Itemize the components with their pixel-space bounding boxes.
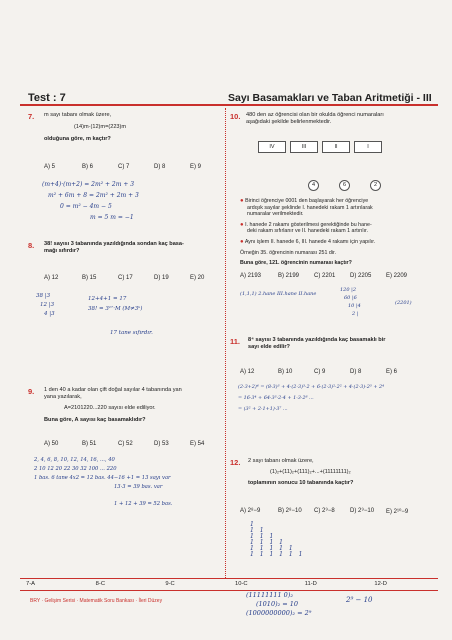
q11-number: 11.	[230, 337, 241, 346]
q10-rule2: deki rakam sıfırlanır ve II. hanedeki rakam 1 artırılır.	[247, 228, 368, 235]
answer-key-item: 7-A	[26, 581, 36, 587]
q7-option-e[interactable]: E) 9	[190, 164, 202, 170]
q9-work-line: 1 + 12 + 39 = 52 bas.	[114, 501, 173, 507]
q8-option-d[interactable]: D) 19	[154, 275, 169, 281]
q11-options	[240, 369, 420, 375]
q8-option-b[interactable]: B) 15	[82, 275, 97, 281]
q10-digit-boxes	[258, 141, 382, 153]
q11-option-c[interactable]: C) 9	[314, 369, 326, 375]
q7-option-c[interactable]: C) 7	[118, 164, 130, 170]
q10-option-e[interactable]: E) 2209	[386, 273, 408, 279]
q11-line1: 8⁴ sayısı 3 tabanında yazıldığında kaç basamaklı bir	[248, 337, 386, 343]
q11-option-d[interactable]: D) 8	[350, 369, 362, 375]
q10-circle-i: 2	[370, 180, 381, 191]
q8-text	[44, 241, 220, 255]
answer-key-item: 10-C	[235, 581, 248, 587]
q12-option-c[interactable]: C) 2⁹−8	[314, 508, 335, 514]
bullet-icon: ●	[240, 221, 244, 228]
q12-option-a[interactable]: A) 2⁸−9	[240, 508, 261, 514]
q11-option-b[interactable]: B) 10	[278, 369, 293, 375]
q9-question: Buna göre, A sayısı kaç basamaklıdır?	[44, 416, 146, 423]
q8-work-line: 12+4+1 = 17	[88, 296, 127, 302]
q8-work-line: 38! = 3¹⁷·M (M≠3ᵏ)	[88, 306, 143, 312]
q7-line1: m sayı tabanı olmak üzere,	[44, 112, 112, 118]
q9-work-line: 2 10 12 20 22 30 32 100 ... 220	[34, 466, 117, 472]
q7-work-line: m² + 6m + 8 = 2m² + 2m + 3	[48, 192, 139, 199]
q12-work-line: (11111111 0)₂	[246, 591, 293, 599]
q7-work-line: 0 = m² − 4m − 5	[60, 203, 112, 210]
q9-option-b[interactable]: B) 51	[82, 441, 97, 447]
q7-work-line: (m+4)·(m+2) = 2m² + 2m + 3	[42, 181, 135, 188]
q11-text	[248, 337, 418, 351]
q10-options	[240, 273, 420, 279]
column-divider	[225, 108, 226, 578]
q9-option-c[interactable]: C) 52	[118, 441, 133, 447]
q10-limit-circles	[308, 180, 381, 191]
test-number: Test : 7	[28, 92, 66, 104]
q10-handwritten-answer: (2201)	[395, 300, 412, 306]
q10-rule1: Birinci öğrenciye 0001 den başlayarak her öğrenciye	[245, 198, 369, 204]
q8-handwritten-conclusion: 17 tane sıfırdır.	[110, 330, 153, 336]
q10-work-line: 2 |	[352, 311, 359, 317]
q10-option-a[interactable]: A) 2193	[240, 273, 262, 279]
header-rule	[20, 104, 438, 106]
q10-circle-ii: 6	[339, 180, 350, 191]
q10-rule2: I. hanede 2 rakamı gösterilmesi gerektiğinde bu hane-	[245, 221, 372, 228]
q10-rules	[240, 198, 400, 267]
q12-handwritten-ones-column: 1 1 1 1 1 1 1 1 1 1 1 1 1 1 1 1 1 1 1 1 1	[250, 521, 305, 558]
q11-option-a[interactable]: A) 12	[240, 369, 255, 375]
q9-work-line: 2, 4, 6, 8, 10, 12, 14, 16, ..., 40	[34, 457, 115, 463]
q10-work-line: 60 |6	[344, 295, 357, 301]
q12-options	[240, 508, 420, 515]
q9-line1: 1 den 40 a kadar olan çift doğal sayılar 4 tabanında yan	[44, 387, 182, 393]
answer-key-item: 12-D	[374, 581, 387, 587]
q8-number: 8.	[28, 241, 35, 250]
answer-key-item: 11-D	[304, 581, 317, 587]
q9-options	[44, 441, 220, 447]
q10-work-line: 120 |2	[340, 287, 356, 293]
q8-work-line: 38 |3	[36, 293, 51, 299]
q11-work-line: = (3² + 2·1+1)·3⁷ ...	[238, 406, 288, 412]
q10-rule1: ardışık sayılar şeklinde I. hanedeki rakam 1 artırılarak	[247, 204, 373, 211]
q10-box-i: I	[354, 141, 382, 153]
q10-work-line: (1,1,1) 2.hane III.hane II.hane	[240, 291, 317, 297]
q11-option-e[interactable]: E) 6	[386, 369, 398, 375]
q9-option-d[interactable]: D) 53	[154, 441, 169, 447]
q10-option-d[interactable]: D) 2205	[350, 273, 372, 279]
q9-line3: A=2101220...220 sayısı elde ediliyor.	[64, 405, 156, 412]
q9-option-a[interactable]: A) 50	[44, 441, 59, 447]
q8-handwritten-work	[36, 292, 55, 319]
q10-text	[246, 112, 396, 126]
answer-key-item: 8-C	[95, 581, 106, 587]
q10-box-iii: III	[290, 141, 318, 153]
q9-work-line: 13·3 = 39 bas. var	[114, 484, 163, 490]
q12-option-b[interactable]: B) 2⁸−10	[278, 508, 302, 514]
q11-line2: sayı elde edilir?	[248, 344, 290, 351]
q7-text	[44, 112, 214, 144]
answer-key	[20, 578, 438, 591]
q10-circle-iii: 4	[308, 180, 319, 191]
q10-number: 10.	[230, 112, 241, 121]
q12-question: toplamının sonucu 10 tabanında kaçtır?	[248, 480, 354, 487]
q11-work-line: (2·3+2)⁴ = (8·3)³ + 4·(2·3)³·2 + 6·(2·3)²·2² + 4·(2·3)·2³ + 2⁴	[238, 384, 385, 390]
q7-options	[44, 164, 220, 170]
q10-box-ii: II	[322, 141, 350, 153]
q8-line2: mağı sıfırdır?	[44, 248, 80, 255]
q8-option-c[interactable]: C) 17	[118, 275, 133, 281]
q7-work-line: m = 5 m = −1	[90, 214, 134, 221]
q12-option-e[interactable]: E) 2¹⁰−9	[386, 509, 409, 515]
q12-work-line: (1010)₂ = 10	[256, 600, 299, 608]
q10-rule3: Aynı işlem II. hanede 6, III. hanede 4 rakamı için yapılır.	[244, 238, 376, 245]
q10-option-c[interactable]: C) 2201	[314, 273, 336, 279]
q10-handwritten-division	[340, 286, 361, 318]
q7-option-d[interactable]: D) 8	[154, 164, 166, 170]
q7-number: 7.	[28, 112, 35, 121]
q8-work-line: 4 |3	[44, 311, 55, 317]
q10-option-b[interactable]: B) 2199	[278, 273, 300, 279]
q8-work-line: 12 |3	[40, 302, 55, 308]
q8-line1: 38! sayısı 3 tabanında yazıldığında sondan kaç basa-	[44, 241, 184, 247]
q9-work-line: 1 bas. 6 tane 4x2 = 12 bas. 44−16 +1 = 13 sayı var	[34, 475, 171, 481]
q7-option-b[interactable]: B) 6	[82, 164, 94, 170]
q12-handwritten-work	[246, 591, 311, 618]
q10-handwritten-work	[240, 290, 316, 298]
q12-text	[248, 458, 418, 488]
answer-key-item: 9-C	[165, 581, 175, 587]
q8-option-a[interactable]: A) 12	[44, 275, 59, 281]
q7-question: olduğuna göre, m kaçtır?	[44, 136, 111, 143]
q10-work-line: 10 |4	[348, 303, 361, 309]
q10-rule1: numaralar verilmektedir.	[247, 211, 304, 218]
q12-line1: 2 sayı tabanı olmak üzere,	[248, 458, 314, 464]
q10-line2: aşağıdaki şekilde belirlenmektedir.	[246, 119, 332, 126]
q10-example: Örneğin 35. öğrencinin numarası 251 dir.	[240, 249, 336, 256]
q9-line2: yana yazılarak,	[44, 394, 82, 401]
q10-question: Buna göre, 121. öğrencinin numarası kaçtır?	[240, 260, 352, 267]
bullet-icon: ●	[240, 238, 244, 245]
page-title: Sayı Basamakları ve Taban Aritmetiği - III	[228, 92, 432, 104]
q11-handwritten-work	[238, 382, 438, 415]
q8-options	[44, 275, 220, 281]
footer-series: BRY · Gelişim Serisi · Matematik Soru Bankası · İleri Düzey	[30, 598, 163, 604]
q12-option-d[interactable]: D) 2⁹−10	[350, 508, 375, 514]
q10-line1: 480 den az öğrencisi olan bir okulda öğrenci numaraları	[246, 112, 384, 118]
q9-option-e[interactable]: E) 54	[190, 441, 205, 447]
q7-line2: (14)m·(12)m=(223)m	[74, 124, 127, 131]
q9-text	[44, 387, 220, 424]
q7-handwritten-work	[42, 179, 139, 223]
q12-handwritten-answer: 2⁹ − 10	[346, 596, 373, 604]
q12-number: 12.	[230, 458, 241, 467]
bullet-icon: ●	[240, 198, 244, 204]
q12-line2: (1)₂+(11)₂+(111)₂+...+(11111111)₂	[270, 469, 351, 476]
q9-number: 9.	[28, 387, 35, 396]
q12-work-line: (1000000000)₂ = 2⁹	[246, 609, 312, 617]
q8-handwritten-sum	[88, 294, 142, 314]
q7-option-a[interactable]: A) 5	[44, 164, 56, 170]
q8-option-e[interactable]: E) 20	[190, 275, 205, 281]
q10-box-iv: IV	[258, 141, 286, 153]
q11-work-line: = 16·3⁴ + 64·3³·2·4 + 1·3·2⁸ ...	[238, 395, 314, 401]
q9-handwritten-work	[34, 456, 220, 509]
